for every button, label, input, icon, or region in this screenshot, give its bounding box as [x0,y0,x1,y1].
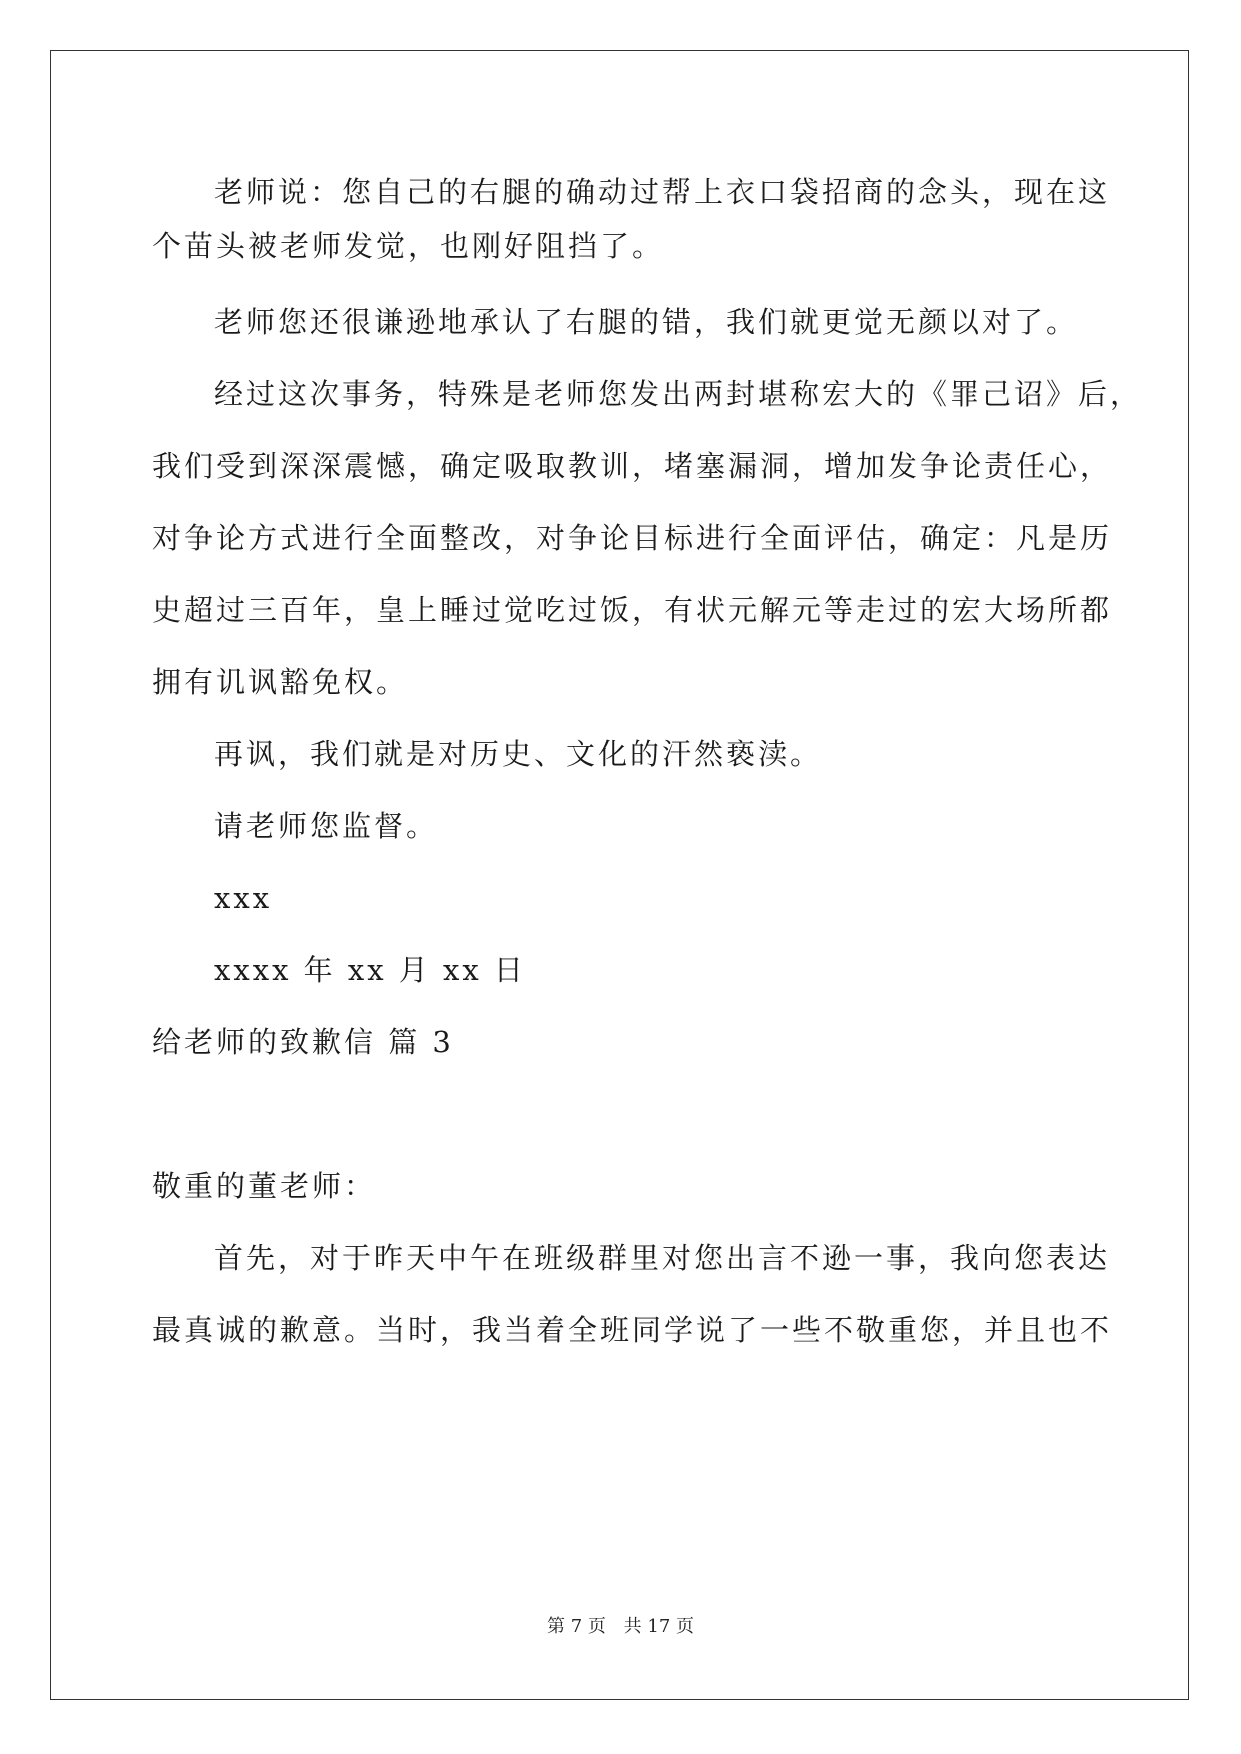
page-border [50,50,1189,1700]
paragraph-line: 我们受到深深震憾，确定吸取教训，堵塞漏洞，增加发争论责任心， [152,449,1113,483]
signature-date: xxxx 年 xx 月 xx 日 [214,953,526,987]
paragraph-line: 请老师您监督。 [214,809,439,843]
signature-name: xxx [214,881,273,915]
paragraph-line: 经过这次事务，特殊是老师您发出两封堪称宏大的《罪己诏》后， [214,377,1143,411]
page-number: 第 7 页 [547,1616,606,1637]
paragraph-line: 再讽，我们就是对历史、文化的汗然亵渎。 [214,737,823,771]
page-footer [0,1615,1241,1639]
paragraph-line: 最真诚的歉意。当时，我当着全班同学说了一些不敬重您，并且也不 [152,1313,1113,1347]
paragraph-line: 老师您还很谦逊地承认了右腿的错，我们就更觉无颜以对了。 [214,305,1079,339]
paragraph-line: 对争论方式进行全面整改，对争论目标进行全面评估，确定：凡是历 [152,521,1113,555]
salutation: 敬重的董老师： [152,1169,377,1203]
paragraph-line: 老师说：您自己的右腿的确动过帮上衣口袋招商的念头，现在这 [214,175,1111,209]
paragraph-line: 个苗头被老师发觉，也刚好阻挡了。 [152,229,665,263]
paragraph-line: 史超过三百年，皇上睡过觉吃过饭，有状元解元等走过的宏大场所都 [152,593,1113,627]
paragraph-line: 首先，对于昨天中午在班级群里对您出言不逊一事，我向您表达 [214,1241,1111,1275]
total-pages: 共 17 页 [623,1616,694,1637]
section-heading: 给老师的致歉信 篇 3 [152,1025,454,1059]
paragraph-line: 拥有讥讽豁免权。 [152,665,409,699]
